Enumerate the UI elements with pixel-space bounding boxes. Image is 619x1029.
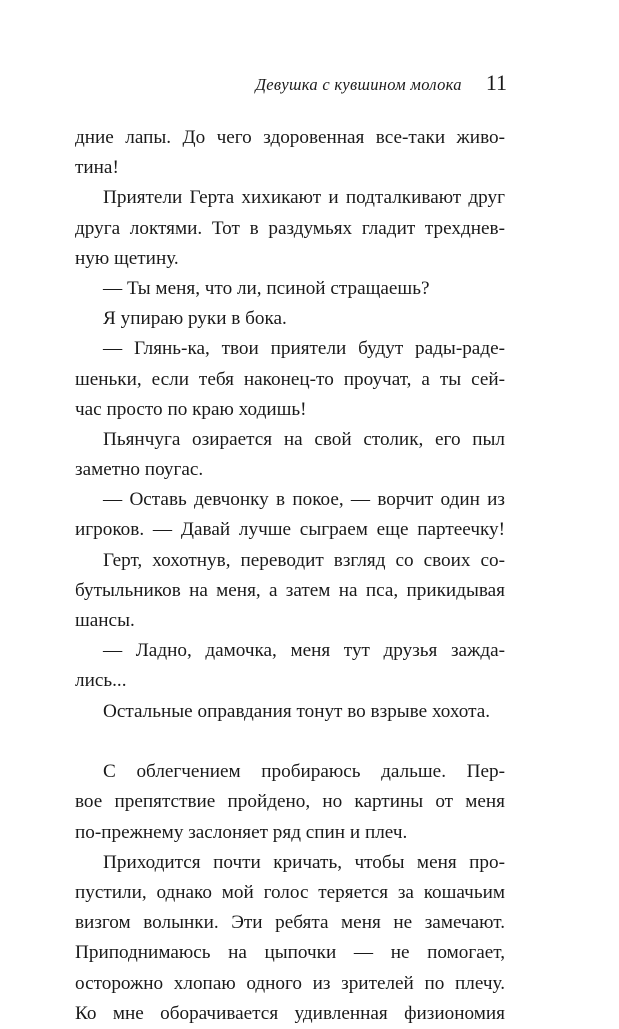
text-line: бутыльников на меня, а затем на пса, прикидывая	[75, 579, 505, 601]
section-break	[75, 727, 505, 758]
text-line: заметно поугас.	[75, 459, 204, 481]
running-head	[255, 72, 507, 95]
text-line: осторожно хлопаю одного из зрителей по плечу.	[75, 972, 505, 994]
text-line: С облегчением пробираюсь дальше. Пер-	[103, 761, 505, 783]
text-line: дние лапы. До чего здоровенная все-таки живо-	[75, 127, 505, 148]
text-line: шеньки, если тебя наконец-то проучат, а ты сей-	[75, 368, 505, 390]
text-line: — Ладно, дамочка, меня тут друзья зажда-	[103, 640, 505, 662]
text-line: Ко мне оборачивается удивленная физиономия	[75, 1002, 505, 1024]
text-line: друга локтями. Тот в раздумьях гладит трехднев-	[75, 217, 505, 239]
text-line: вое препятствие пройдено, но картины от меня	[75, 791, 505, 813]
text-line: Приходится почти кричать, чтобы меня про-	[103, 851, 505, 873]
text-line: пустили, однако мой голос теряется за кошачьим	[75, 882, 505, 903]
text-line: Герт, хохотнув, переводит взгляд со своих со-	[103, 549, 505, 571]
body-text	[75, 123, 505, 1029]
text-line: ную щетину.	[75, 247, 179, 269]
text-line: час просто по краю ходишь!	[75, 398, 307, 420]
text-line: Приятели Герта хихикают и подталкивают друг	[103, 187, 505, 209]
text-line: Пьянчуга озирается на свой столик, его пыл	[103, 428, 505, 450]
text-line: по-прежнему заслоняет ряд спин и плеч.	[75, 821, 408, 843]
text-line: лись...	[75, 670, 127, 692]
text-line: — Глянь-ка, твои приятели будут рады-раде-	[103, 338, 505, 360]
text-line: Я упираю руки в бока.	[103, 308, 287, 330]
text-line: Приподнимаюсь на цыпочки — не помогает,	[75, 942, 505, 964]
text-line: шансы.	[75, 610, 135, 631]
text-line: игроков. — Давай лучше сыграем еще партеечку!	[75, 519, 505, 541]
running-title: Девушка с кувшином молока	[255, 75, 462, 94]
text-line: — Ты меня, что ли, псиной стращаешь?	[103, 277, 430, 299]
page-number: 11	[485, 70, 507, 95]
text-line: — Оставь девчонку в покое, — ворчит один из	[103, 489, 505, 511]
text-line: тина!	[75, 157, 119, 179]
text-line: визгом волынки. Эти ребята меня не замечают.	[75, 912, 505, 934]
text-line: Остальные оправдания тонут во взрыве хохота.	[103, 700, 491, 722]
